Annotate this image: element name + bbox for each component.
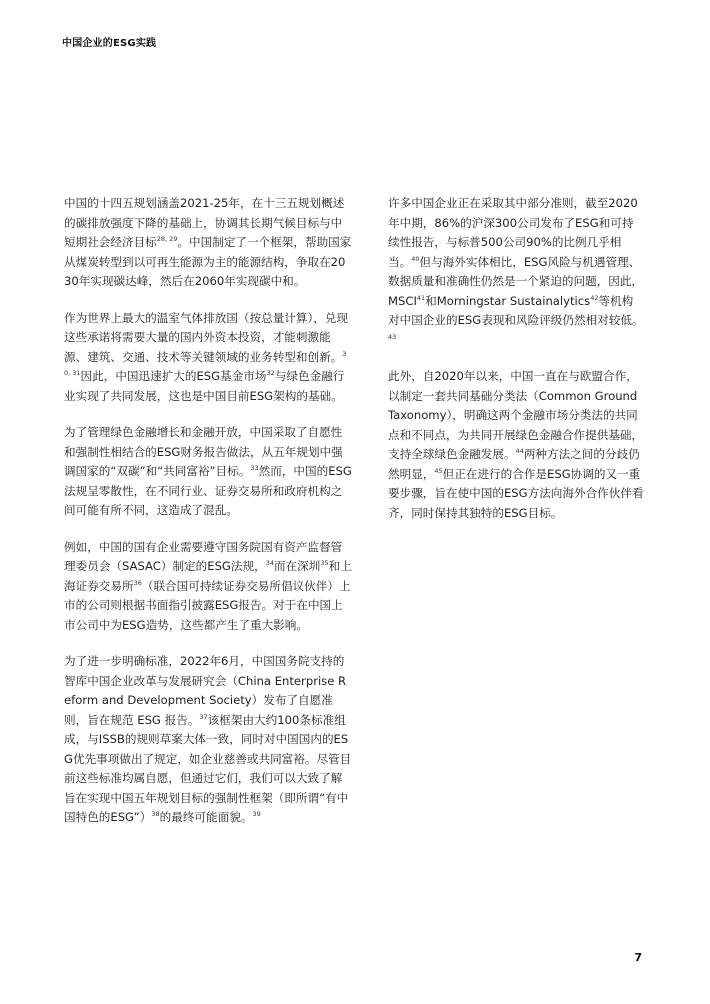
paragraph-text: 许多中国企业正在采取其中部分准则，截至2020年中期，86%的沪深300公司发布了ESG和可持续性报告，与标普500公司90%的比例几乎相当。 xyxy=(388,196,638,269)
paragraph-text: 为了进一步明确标准，2022年6月，中国国务院支持的智库中国企业改革与发展研究会（China Enterprise Reform and Development Society）发布了自愿准则，旨在规范 ESG 报告。 xyxy=(64,654,347,727)
paragraph-text: 的最终可能面貌。 xyxy=(159,810,253,824)
footnote-ref: 28, 29 xyxy=(156,235,178,244)
footnote-ref: 43 xyxy=(388,332,397,341)
right-column xyxy=(388,194,644,540)
paragraph xyxy=(64,423,352,521)
paragraph-text: 作为世界上最大的温室气体排放国（按总量计算），兑现这些承诺将需要大量的国内外资本投资，才能刺激能源、建筑、交通、技术等关键领域的业务转型和创新。 xyxy=(64,310,349,364)
paragraph-text: 。中国制定了一个框架，帮助国家从煤炭转型到以可再生能源为主的能源结构，争取在2030年实现碳达峰，然后在2060年实现碳中和。 xyxy=(64,235,352,288)
paragraph-text: 此外，自2020年以来，中国一直在与欧盟合作，以制定一套共同基础分类法（Common Ground Taxonomy），明确这两个金融市场分类法的共同点和不同点，为共同开展绿色金融合作提供基础，支持全球绿色金融发展。 xyxy=(388,369,644,461)
paragraph-text: 但与海外实体相比，ESG风险与机遇管理、数据质量和准确性仍然是一个紧迫的问题，因此，MSCI xyxy=(388,254,644,308)
paragraph-text: 然而，中国的ESG法规呈零散性，在不同行业、证券交易所和政府机构之间可能有所不同，这造成了混乱。 xyxy=(64,464,352,517)
paragraph xyxy=(64,538,352,636)
paragraph-text: 但正在进行的合作是ESG协调的又一重要步骤，旨在使中国的ESG方法向海外合作伙伴看齐，同时保持其独特的ESG目标。 xyxy=(388,466,644,520)
paragraph-text: 例如，中国的国有企业需要遵守国务院国有资产监督管理委员会（SASAC）制定的ESG法规， xyxy=(64,539,343,573)
paragraph-text: 和Morningstar Sustainalytics xyxy=(425,293,591,308)
footnote-ref: 38 xyxy=(151,810,160,819)
footnote-ref: 45 xyxy=(434,466,443,475)
left-column xyxy=(64,194,352,845)
footnote-ref: 40 xyxy=(411,254,420,263)
footnote-ref: 44 xyxy=(515,447,524,456)
footnote-ref: 36 xyxy=(133,578,142,587)
paragraph-text: 因此，中国迅速扩大的ESG基金市场 xyxy=(80,369,267,383)
paragraph-text: 和上海证券交易所 xyxy=(64,559,352,593)
paragraph-text: 该框架由大约100条标准组成，与ISSB的规则草案大体一致，同时对中国国内的ESG优先事项做出了规定，如企业慈善或共同富裕。尽管目前这些标准均属自愿，但通过它们，我们可以大致了解旨在实现中国五年规划目标的强制性框架（即所谓“有中国特色的ESG”） xyxy=(64,712,352,824)
paragraph xyxy=(388,194,644,350)
paragraph-text: 与绿色金融行业实现了共同发展，这也是中国目前ESG架构的基础。 xyxy=(64,369,345,403)
paragraph-text: 两种方法之间的分歧仍然明显， xyxy=(388,447,640,481)
page-number: 7 xyxy=(634,951,642,964)
paragraph-text: （联合国可持续证券交易所倡议伙伴）上市的公司则根据书面指引披露ESG报告。对于在中国上市公司中为ESG造势，这些都产生了重大影响。 xyxy=(64,578,351,632)
footnote-ref: 30, 31 xyxy=(64,349,347,378)
paragraph-text: 中国的十四五规划涵盖2021-25年，在十三五规划概述的碳排放强度下降的基础上，协调其长期气候目标与中短期社会经济目标 xyxy=(64,196,345,249)
footnote-ref: 42 xyxy=(590,293,599,302)
footnote-ref: 32 xyxy=(266,369,275,378)
footnote-ref: 41 xyxy=(416,293,426,302)
footnote-ref: 39 xyxy=(252,810,261,819)
document-header: 中国企业的ESG实践 xyxy=(62,38,157,49)
footnote-ref: 34 xyxy=(265,559,274,568)
footnote-ref: 33 xyxy=(250,464,259,473)
footnote-ref: 35 xyxy=(320,559,329,568)
footnote-ref: 37 xyxy=(199,712,208,721)
paragraph xyxy=(64,194,352,292)
paragraph xyxy=(64,309,352,407)
paragraph-text: 而在深圳 xyxy=(273,559,321,573)
paragraph-text: 等机构对中国企业的ESG表现和风险评级仍然相对较低。 xyxy=(388,293,644,327)
paragraph-text: 为了管理绿色金融增长和金融开放，中国采取了自愿性和强制性相结合的ESG财务报告做法，从五年规划中强调国家的“双碳”和“共同富裕”目标。 xyxy=(64,425,343,478)
paragraph xyxy=(64,652,352,828)
paragraph xyxy=(388,367,644,523)
